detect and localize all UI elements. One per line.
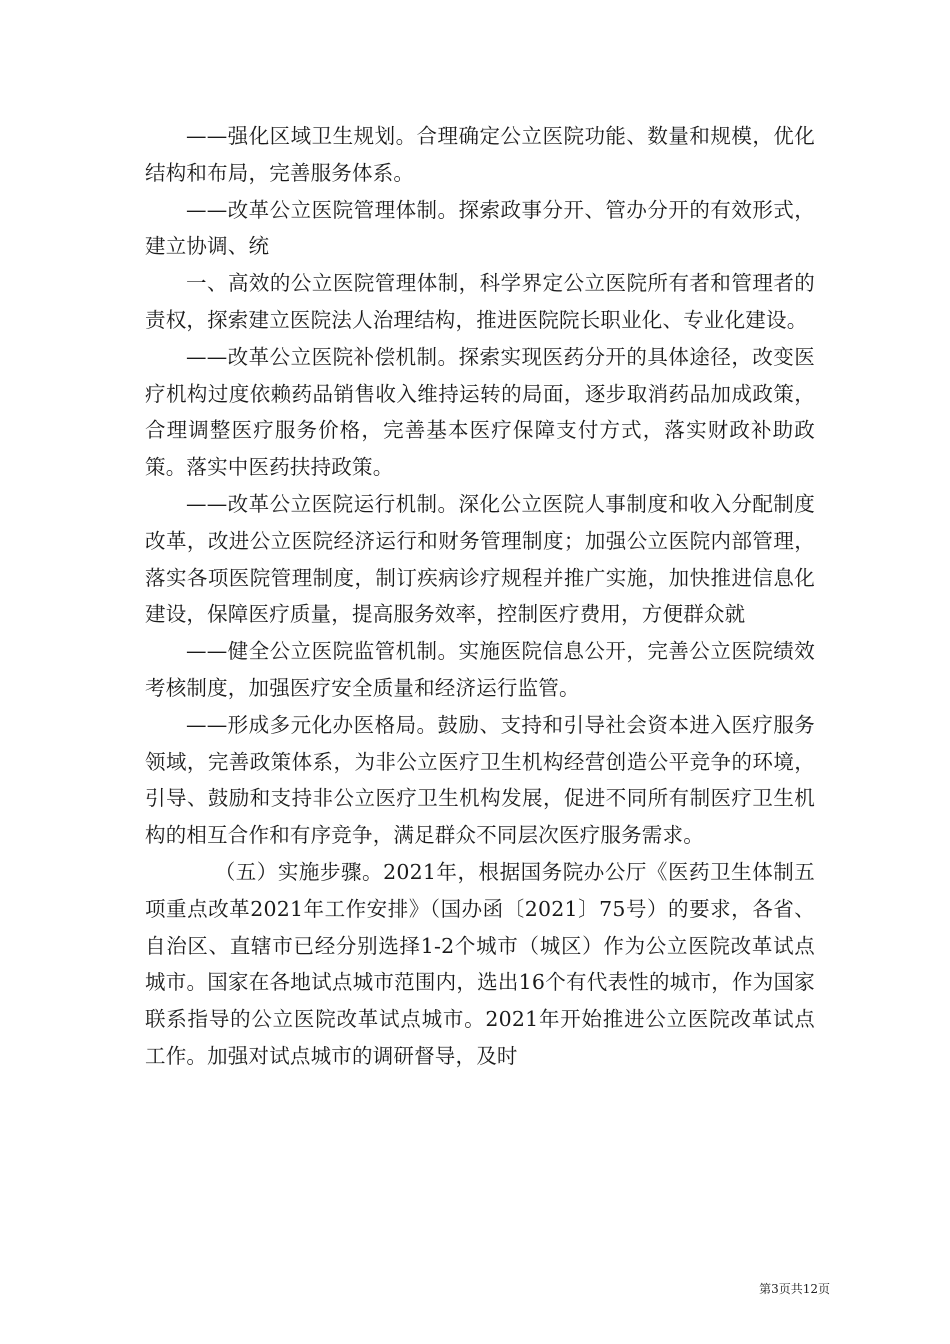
paragraph-implementation-steps: （五）实施步骤。2021年，根据国务院办公厅《医药卫生体制五项重点改革2021年工作安排》（国办函〔2021〕75号）的要求，各省、自治区、直辖市已经分别选择1-2个城市（城区）作为公立医院改革试点城市。国家在各地试点城市范围内，选出16个有代表性的城市，作为国家联系指导的公立医院改革试点城市。2021年开始推进公立医院改革试点工作。加强对试点城市的调研督导，及时	[145, 859, 815, 1068]
paragraph-supervision-mechanism: ——健全公立医院监管机制。实施医院信息公开，完善公立医院绩效考核制度，加强医疗安全质量和经济运行监管。	[145, 639, 815, 700]
paragraph-diversified-pattern: ——形成多元化办医格局。鼓励、支持和引导社会资本进入医疗服务领域，完善政策体系，为非公立医疗卫生机构经营创造公平竞争的环境，引导、鼓励和支持非公立医疗卫生机构发展，促进不同所有制医疗卫生机构的相互合作和有序竞争，满足群众不同层次医疗服务需求。	[145, 712, 815, 848]
paragraph-regional-planning: ——强化区域卫生规划。合理确定公立医院功能、数量和规模，优化结构和布局，完善服务体系。	[145, 124, 815, 185]
document-body	[145, 118, 815, 1075]
paragraph-compensation-mechanism: ——改革公立医院补偿机制。探索实现医药分开的具体途径，改变医疗机构过度依赖药品销售收入维持运转的局面，逐步取消药品加成政策，合理调整医疗服务价格，完善基本医疗保障支付方式，落实财政补助政策。落实中医药扶持政策。	[145, 344, 815, 480]
paragraph-management-system: ——改革公立医院管理体制。探索政事分开、管办分开的有效形式，建立协调、统	[145, 197, 815, 259]
page-number-footer: 第3页共12页	[759, 1282, 830, 1296]
paragraph-efficient-management: 一、高效的公立医院管理体制，科学界定公立医院所有者和管理者的责权，探索建立医院法人治理结构，推进医院院长职业化、专业化建设。	[145, 271, 815, 332]
paragraph-operation-mechanism: ——改革公立医院运行机制。深化公立医院人事制度和收入分配制度改革，改进公立医院经济运行和财务管理制度；加强公立医院内部管理，落实各项医院管理制度，制订疾病诊疗规程并推广实施，加快推进信息化建设，保障医疗质量，提高服务效率，控制医疗费用，方便群众就	[145, 491, 815, 627]
